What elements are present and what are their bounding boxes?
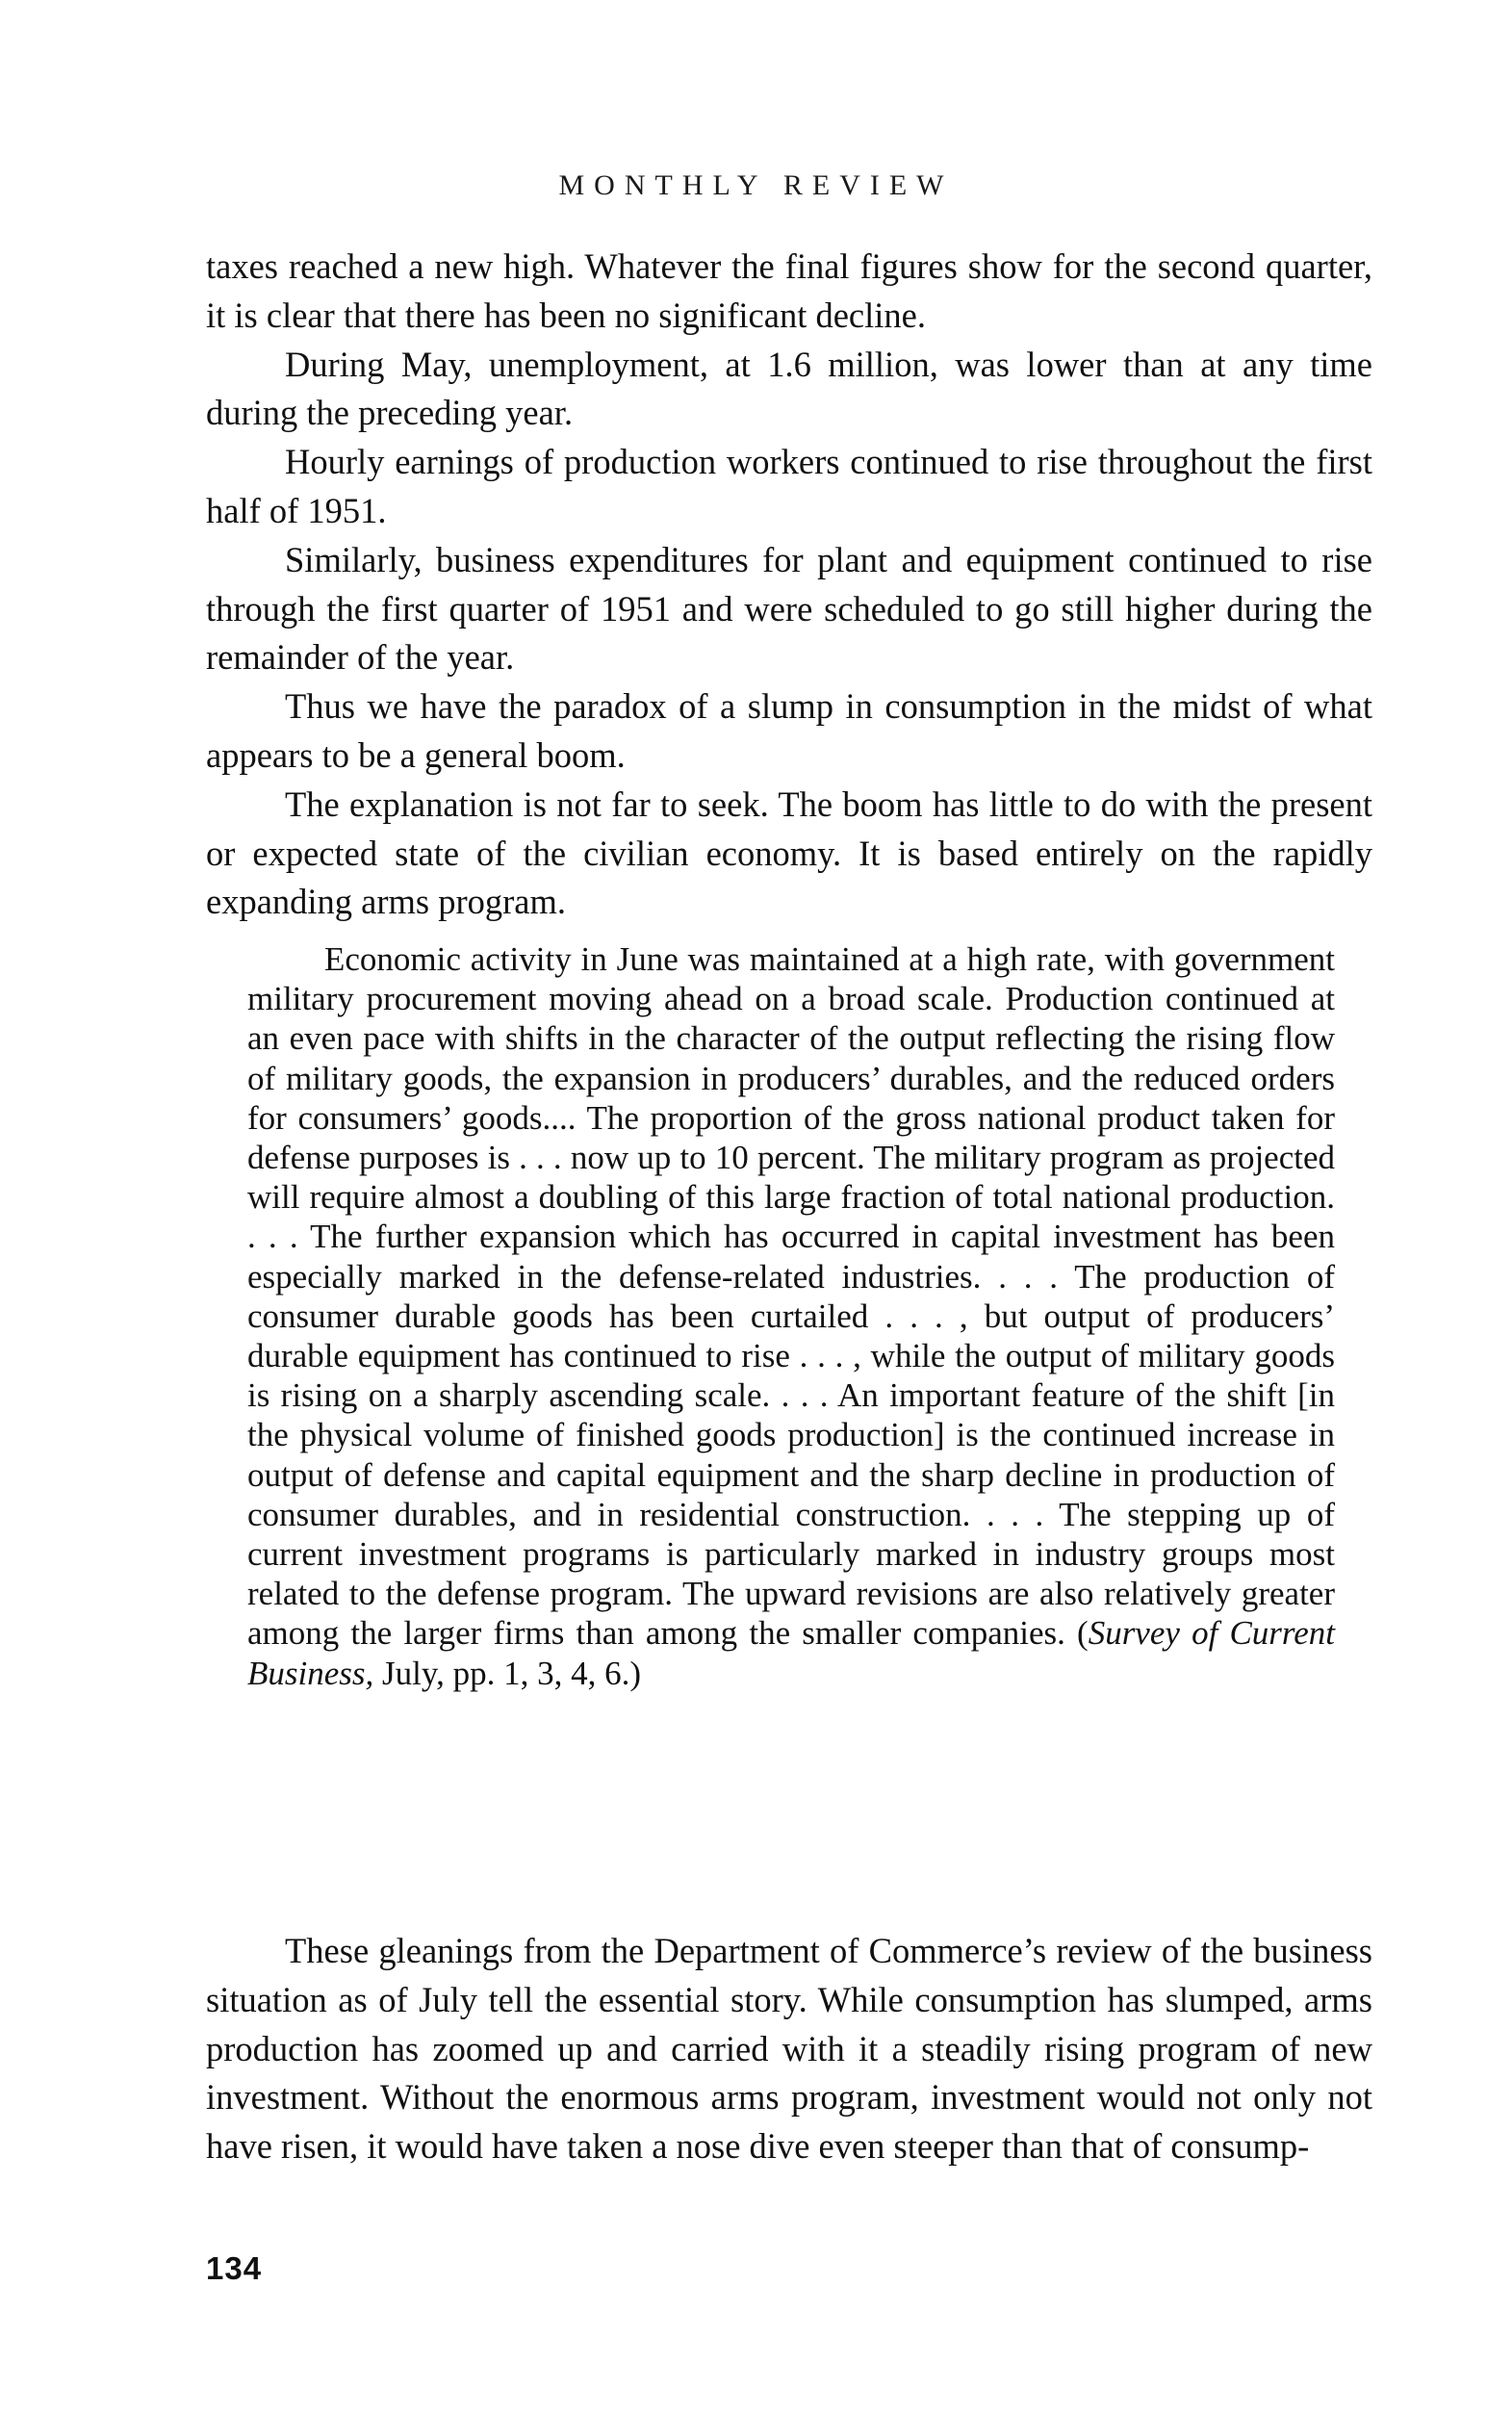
bottom-text-block — [206, 1927, 1372, 2171]
citation-rest: July, pp. 1, 3, 4, 6.) — [373, 1654, 641, 1692]
paragraph-hourly-earnings: Hourly earnings of production workers continued to rise throughout the first half of 1951. — [206, 442, 1372, 530]
paragraph-unemployment: During May, unemployment, at 1.6 million, was lower than at any time during the preceding year. — [206, 344, 1372, 433]
citation-title: Survey of Current Business, — [247, 1614, 1336, 1692]
quote-text: Economic activity in June was maintained at a high rate, with government military procurement moving ahead on a broad scale. Production continued at an even pace with shifts in the character of the output reflecting the rising flow of military goods, the expansion in producers’ durables, and the reduced orders for consumers’ goods.... The proportion of the gross national product taken for defense purposes is . . . now up to 10 percent. The military program as projected will require almost a doubling of this large fraction of total national production. . . . The further expansion which has occurred in capital investment has been especially marked in the defense-related industries. . . . The production of consumer durable goods has been curtailed . . . , but output of producers’ durable equipment has continued to rise . . . , while the output of military goods is rising on a sharply ascending scale. . . . An important feature of the shift [in the physical volume of finished goods production] is the continued increase in output of defense and capital equipment and the sharp decline in production of consumer durables, and in residential construction. . . . The stepping up of current investment programs is particularly marked in industry groups most related to the defense program. The upward revisions are also relatively greater among the larger firms than among the smaller companies. ( — [247, 940, 1335, 1653]
top-text-block — [206, 243, 1372, 927]
paragraph-explanation: The explanation is not far to seek. The boom has little to do with the present or expected state of the civilian economy. It is based entirely on the rapidly expanding arms program. — [206, 783, 1372, 922]
paragraph-business-expenditures: Similarly, business expenditures for plant and equipment continued to rise through the first quarter of 1951 and were scheduled to go still higher during the remainder of the year. — [206, 539, 1372, 678]
paragraph-gleanings: These gleanings from the Department of Commerce’s review of the business situation as of July tell the essential story. While consumption has slumped, arms production has zoomed up and carried with it a steadily rising program of new investment. Without the enormous arms program, investment would not only not have risen, it would have taken a nose dive even steeper than that of consump- — [206, 1931, 1372, 2167]
page-number: 134 — [206, 2250, 263, 2286]
block-quote-paragraph — [247, 939, 1335, 1693]
paragraph-paradox: Thus we have the paradox of a slump in consumption in the midst of what appears to be a general boom. — [206, 686, 1372, 775]
block-quote — [247, 939, 1335, 1693]
paragraph-continued: taxes reached a new high. Whatever the final figures show for the second quarter, it is clear that there has been no significant decline. — [206, 246, 1372, 335]
running-head: MONTHLY REVIEW — [558, 169, 954, 201]
